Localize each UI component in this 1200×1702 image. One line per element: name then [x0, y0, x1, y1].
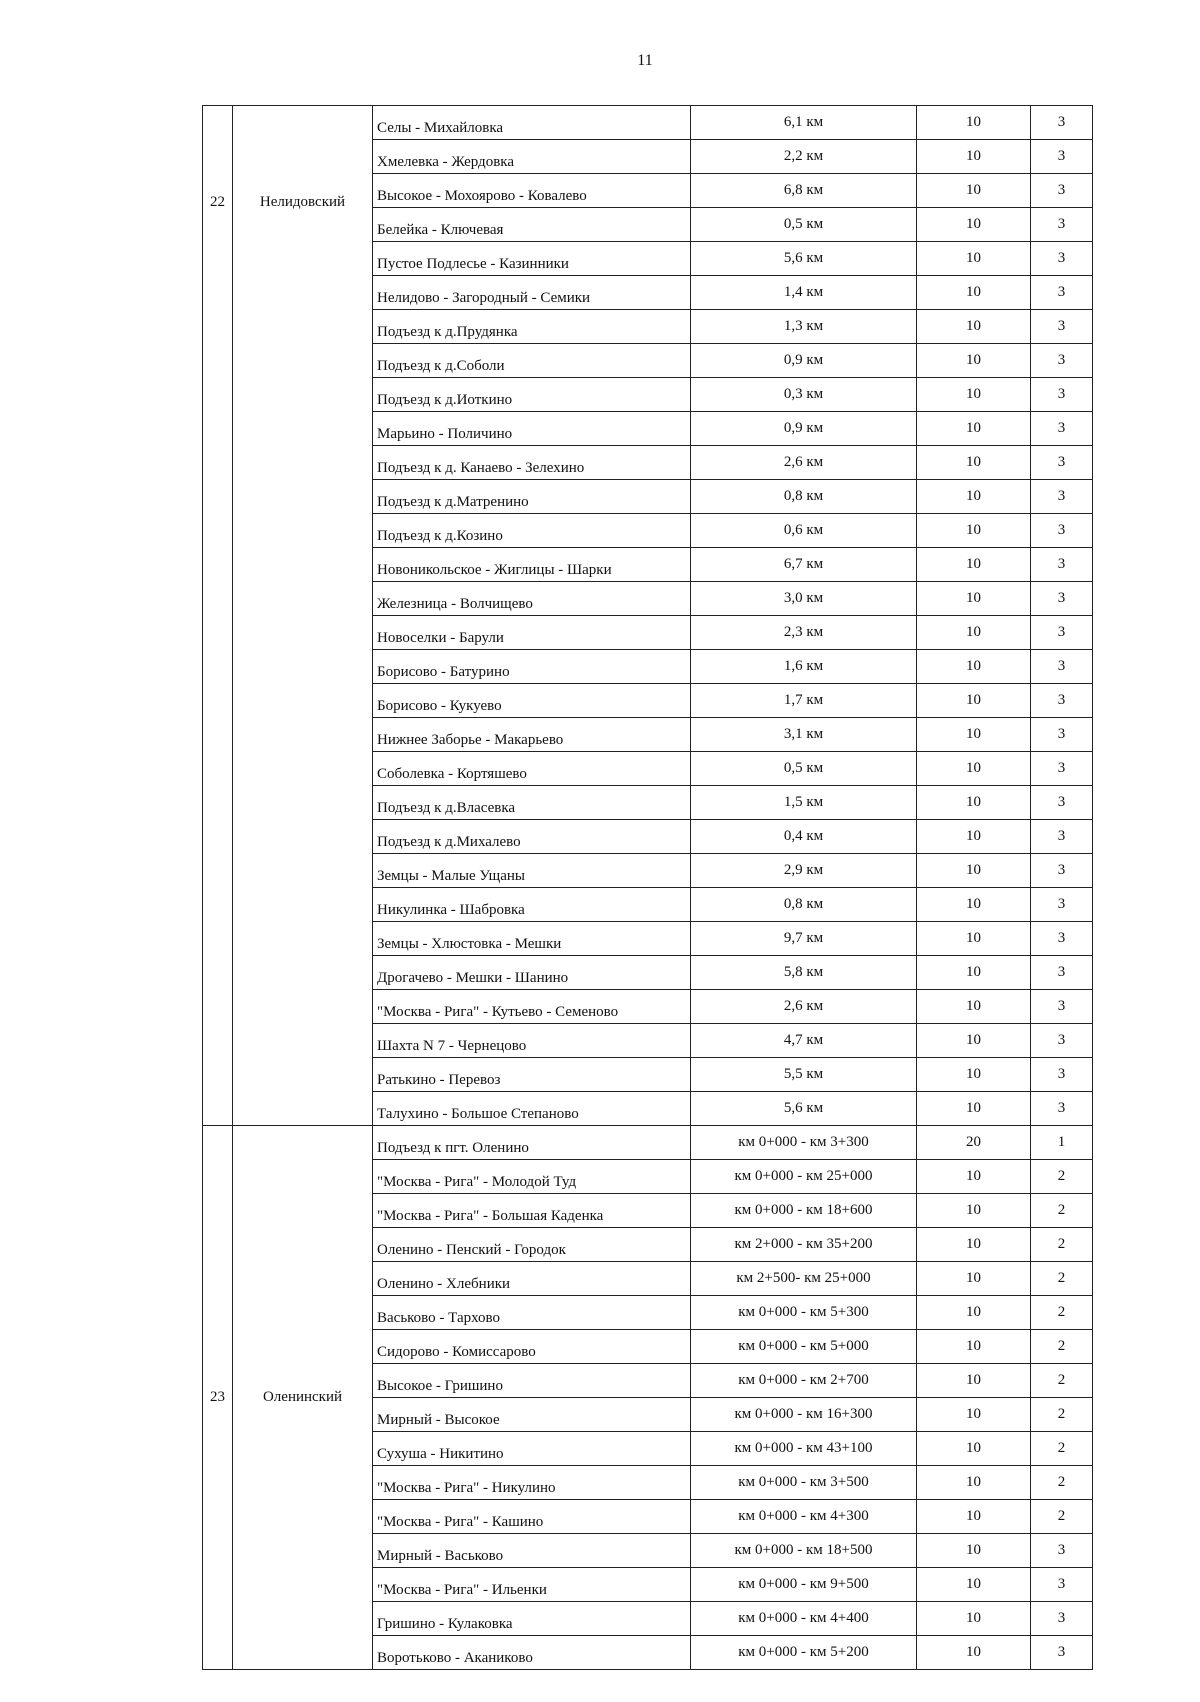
axle-load: 10 [917, 412, 1031, 446]
road-length: 1,6 км [691, 650, 917, 684]
road-category: 3 [1031, 1602, 1093, 1636]
axle-load: 10 [917, 378, 1031, 412]
road-length: 2,9 км [691, 854, 917, 888]
road-length: км 2+000 - км 35+200 [691, 1228, 917, 1262]
road-name: Оленино - Пенский - Городок [373, 1228, 691, 1262]
axle-load: 10 [917, 1024, 1031, 1058]
axle-load: 10 [917, 276, 1031, 310]
road-length: км 0+000 - км 43+100 [691, 1432, 917, 1466]
axle-load: 10 [917, 446, 1031, 480]
road-length: 0,6 км [691, 514, 917, 548]
road-category: 3 [1031, 684, 1093, 718]
axle-load: 10 [917, 1194, 1031, 1228]
road-name: Оленино - Хлебники [373, 1262, 691, 1296]
axle-load: 10 [917, 684, 1031, 718]
road-name: Высокое - Гришино [373, 1364, 691, 1398]
road-category: 2 [1031, 1330, 1093, 1364]
axle-load: 10 [917, 310, 1031, 344]
road-length: 1,3 км [691, 310, 917, 344]
road-length: км 0+000 - км 9+500 [691, 1568, 917, 1602]
road-name: Борисово - Батурино [373, 650, 691, 684]
road-name: Подъезд к пгт. Оленино [373, 1126, 691, 1160]
road-name: Шахта N 7 - Чернецово [373, 1024, 691, 1058]
road-category: 3 [1031, 480, 1093, 514]
road-category: 3 [1031, 310, 1093, 344]
road-category: 3 [1031, 276, 1093, 310]
road-name: Подъезд к д.Соболи [373, 344, 691, 378]
road-category: 2 [1031, 1398, 1093, 1432]
road-category: 3 [1031, 820, 1093, 854]
road-name: Сидорово - Комиссарово [373, 1330, 691, 1364]
road-name: Соболевка - Кортяшево [373, 752, 691, 786]
road-category: 2 [1031, 1432, 1093, 1466]
road-name: Подъезд к д.Матренино [373, 480, 691, 514]
road-length: км 2+500- км 25+000 [691, 1262, 917, 1296]
road-category: 3 [1031, 1058, 1093, 1092]
axle-load: 10 [917, 344, 1031, 378]
axle-load: 10 [917, 1466, 1031, 1500]
road-category: 3 [1031, 582, 1093, 616]
axle-load: 10 [917, 514, 1031, 548]
road-length: км 0+000 - км 3+300 [691, 1126, 917, 1160]
road-category: 1 [1031, 1126, 1093, 1160]
axle-load: 10 [917, 718, 1031, 752]
road-length: 5,8 км [691, 956, 917, 990]
road-category: 3 [1031, 446, 1093, 480]
road-category: 3 [1031, 140, 1093, 174]
road-length: км 0+000 - км 5+300 [691, 1296, 917, 1330]
road-length: 6,7 км [691, 548, 917, 582]
district-number: 23 [203, 1126, 233, 1670]
axle-load: 10 [917, 990, 1031, 1024]
road-length: 0,5 км [691, 208, 917, 242]
table-row [203, 106, 1093, 140]
road-length: км 0+000 - км 16+300 [691, 1398, 917, 1432]
road-name: Мирный - Васьково [373, 1534, 691, 1568]
axle-load: 10 [917, 242, 1031, 276]
road-length: 0,8 км [691, 888, 917, 922]
road-category: 2 [1031, 1500, 1093, 1534]
road-name: Белейка - Ключевая [373, 208, 691, 242]
road-name: Гришино - Кулаковка [373, 1602, 691, 1636]
axle-load: 10 [917, 1228, 1031, 1262]
road-length: км 0+000 - км 18+500 [691, 1534, 917, 1568]
road-length: 5,6 км [691, 1092, 917, 1126]
road-name: Подъезд к д.Прудянка [373, 310, 691, 344]
road-length: 9,7 км [691, 922, 917, 956]
road-category: 3 [1031, 412, 1093, 446]
axle-load: 10 [917, 174, 1031, 208]
road-name: Ратькино - Перевоз [373, 1058, 691, 1092]
road-name: Нижнее Заборье - Макарьево [373, 718, 691, 752]
road-length: км 0+000 - км 5+200 [691, 1636, 917, 1670]
axle-load: 10 [917, 616, 1031, 650]
road-category: 3 [1031, 1092, 1093, 1126]
axle-load: 10 [917, 1364, 1031, 1398]
axle-load: 10 [917, 1160, 1031, 1194]
road-name: Земцы - Хлюстовка - Мешки [373, 922, 691, 956]
road-name: "Москва - Рига" - Большая Каденка [373, 1194, 691, 1228]
road-length: 2,2 км [691, 140, 917, 174]
road-name: Мирный - Высокое [373, 1398, 691, 1432]
road-category: 3 [1031, 242, 1093, 276]
road-length: 0,4 км [691, 820, 917, 854]
road-category: 3 [1031, 1024, 1093, 1058]
road-category: 3 [1031, 344, 1093, 378]
axle-load: 10 [917, 106, 1031, 140]
road-category: 2 [1031, 1466, 1093, 1500]
axle-load: 10 [917, 480, 1031, 514]
road-name: Дрогачево - Мешки - Шанино [373, 956, 691, 990]
axle-load: 10 [917, 922, 1031, 956]
axle-load: 10 [917, 1296, 1031, 1330]
road-category: 3 [1031, 1636, 1093, 1670]
road-name: Земцы - Малые Ущаны [373, 854, 691, 888]
road-category: 3 [1031, 922, 1093, 956]
road-name: Васьково - Тархово [373, 1296, 691, 1330]
district-name: Нелидовский [233, 106, 373, 1126]
page-number: 11 [637, 52, 653, 69]
axle-load: 10 [917, 1262, 1031, 1296]
axle-load: 10 [917, 1636, 1031, 1670]
road-category: 3 [1031, 616, 1093, 650]
axle-load: 10 [917, 786, 1031, 820]
road-category: 3 [1031, 378, 1093, 412]
axle-load: 10 [917, 1534, 1031, 1568]
road-category: 3 [1031, 106, 1093, 140]
axle-load: 10 [917, 582, 1031, 616]
road-name: Нелидово - Загородный - Семики [373, 276, 691, 310]
road-name: Подъезд к д.Козино [373, 514, 691, 548]
road-length: 2,6 км [691, 446, 917, 480]
axle-load: 10 [917, 1092, 1031, 1126]
axle-load: 10 [917, 820, 1031, 854]
axle-load: 10 [917, 1330, 1031, 1364]
road-length: 0,9 км [691, 412, 917, 446]
road-length: км 0+000 - км 5+000 [691, 1330, 917, 1364]
road-length: км 0+000 - км 4+400 [691, 1602, 917, 1636]
road-name: Железница - Волчищево [373, 582, 691, 616]
axle-load: 10 [917, 1398, 1031, 1432]
road-length: 3,0 км [691, 582, 917, 616]
road-length: км 0+000 - км 3+500 [691, 1466, 917, 1500]
road-length: 6,8 км [691, 174, 917, 208]
road-category: 3 [1031, 1534, 1093, 1568]
district-number: 22 [203, 106, 233, 1126]
road-name: Воротьково - Аканиково [373, 1636, 691, 1670]
axle-load: 10 [917, 650, 1031, 684]
road-category: 2 [1031, 1296, 1093, 1330]
road-category: 3 [1031, 208, 1093, 242]
axle-load: 10 [917, 1500, 1031, 1534]
road-category: 2 [1031, 1228, 1093, 1262]
road-name: Подъезд к д.Михалево [373, 820, 691, 854]
road-category: 3 [1031, 174, 1093, 208]
road-category: 3 [1031, 888, 1093, 922]
road-name: "Москва - Рига" - Кашино [373, 1500, 691, 1534]
road-name: "Москва - Рига" - Ильенки [373, 1568, 691, 1602]
road-category: 3 [1031, 718, 1093, 752]
axle-load: 10 [917, 1568, 1031, 1602]
road-name: Высокое - Мохоярово - Ковалево [373, 174, 691, 208]
road-category: 3 [1031, 650, 1093, 684]
road-name: Подъезд к д. Канаево - Зелехино [373, 446, 691, 480]
road-length: 1,7 км [691, 684, 917, 718]
table-row [203, 1126, 1093, 1160]
roads-table [202, 105, 1093, 1670]
road-name: Пустое Подлесье - Казинники [373, 242, 691, 276]
road-length: 5,6 км [691, 242, 917, 276]
road-category: 2 [1031, 1262, 1093, 1296]
axle-load: 10 [917, 1602, 1031, 1636]
road-name: Подъезд к д.Власевка [373, 786, 691, 820]
road-category: 2 [1031, 1364, 1093, 1398]
axle-load: 10 [917, 208, 1031, 242]
road-length: 5,5 км [691, 1058, 917, 1092]
axle-load: 10 [917, 854, 1031, 888]
road-length: 6,1 км [691, 106, 917, 140]
road-length: 4,7 км [691, 1024, 917, 1058]
road-name: Борисово - Кукуево [373, 684, 691, 718]
road-name: Никулинка - Шабровка [373, 888, 691, 922]
axle-load: 10 [917, 1432, 1031, 1466]
road-name: Новоселки - Барули [373, 616, 691, 650]
road-length: 0,8 км [691, 480, 917, 514]
axle-load: 10 [917, 140, 1031, 174]
road-length: 0,3 км [691, 378, 917, 412]
road-length: км 0+000 - км 18+600 [691, 1194, 917, 1228]
road-name: Хмелевка - Жердовка [373, 140, 691, 174]
road-length: 3,1 км [691, 718, 917, 752]
road-category: 3 [1031, 786, 1093, 820]
road-name: Талухино - Большое Степаново [373, 1092, 691, 1126]
road-length: км 0+000 - км 2+700 [691, 1364, 917, 1398]
axle-load: 10 [917, 956, 1031, 990]
road-category: 3 [1031, 854, 1093, 888]
road-length: 0,9 км [691, 344, 917, 378]
road-length: 1,5 км [691, 786, 917, 820]
axle-load: 10 [917, 752, 1031, 786]
road-length: 2,6 км [691, 990, 917, 1024]
district-name: Оленинский [233, 1126, 373, 1670]
road-category: 3 [1031, 514, 1093, 548]
road-name: Марьино - Поличино [373, 412, 691, 446]
road-name: "Москва - Рига" - Никулино [373, 1466, 691, 1500]
road-category: 3 [1031, 752, 1093, 786]
road-name: Новоникольское - Жиглицы - Шарки [373, 548, 691, 582]
axle-load: 10 [917, 548, 1031, 582]
road-length: км 0+000 - км 4+300 [691, 1500, 917, 1534]
road-name: Подъезд к д.Иоткино [373, 378, 691, 412]
axle-load: 10 [917, 888, 1031, 922]
road-length: 2,3 км [691, 616, 917, 650]
road-name: "Москва - Рига" - Молодой Туд [373, 1160, 691, 1194]
road-category: 2 [1031, 1194, 1093, 1228]
road-length: 1,4 км [691, 276, 917, 310]
road-category: 3 [1031, 990, 1093, 1024]
road-name: Сухуша - Никитино [373, 1432, 691, 1466]
road-category: 3 [1031, 548, 1093, 582]
road-length: 0,5 км [691, 752, 917, 786]
road-name: Селы - Михайловка [373, 106, 691, 140]
road-category: 3 [1031, 956, 1093, 990]
axle-load: 20 [917, 1126, 1031, 1160]
road-length: км 0+000 - км 25+000 [691, 1160, 917, 1194]
axle-load: 10 [917, 1058, 1031, 1092]
road-category: 3 [1031, 1568, 1093, 1602]
road-name: "Москва - Рига" - Кутьево - Семеново [373, 990, 691, 1024]
road-category: 2 [1031, 1160, 1093, 1194]
roads-table-body [203, 106, 1093, 1670]
